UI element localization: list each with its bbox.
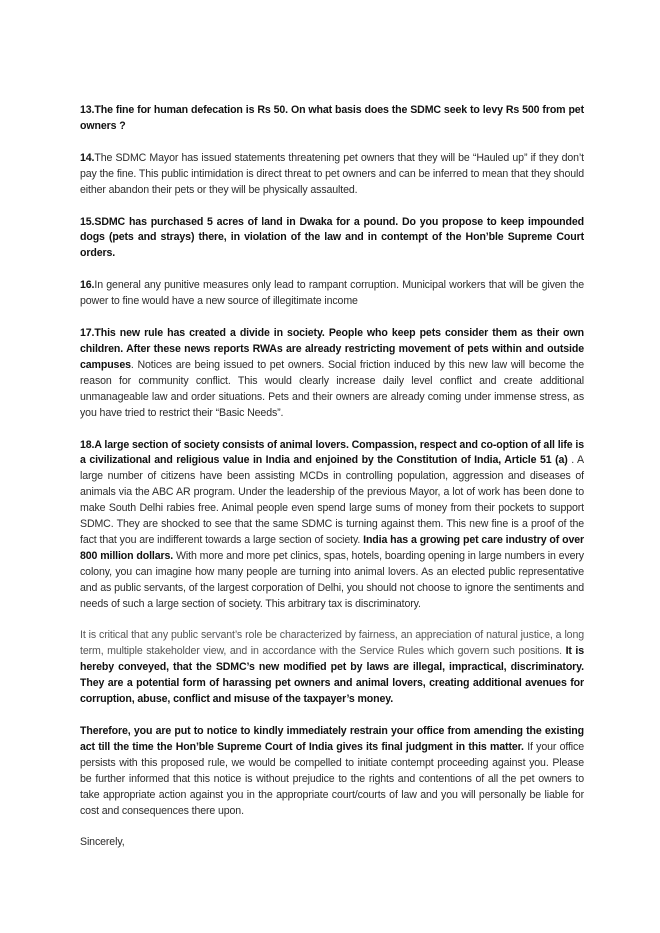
critical-text: It is critical that any public servant’s role be characterized by fairness, an appreciation of natural justice, a long term, multiple stakeholder view, and in accordance with the Service Rules which govern such positions. bbox=[80, 629, 584, 658]
critical-paragraph bbox=[80, 628, 584, 708]
point-16 bbox=[80, 278, 584, 310]
point-number: 15. bbox=[80, 215, 95, 228]
point-bold-text: This new rule has created a divide in society. People who keep pets consider them as their own children. After these news reports RWAs are already restricting movement of pets within and outside campuses bbox=[80, 327, 584, 371]
point-bold-highlight: India has a growing pet care industry of over 800 million dollars. bbox=[80, 533, 584, 562]
point-17 bbox=[80, 326, 584, 421]
critical-bold-text: It is hereby conveyed, that the SDMC’s new modified pet by laws are illegal, impractical, discriminatory. They are a potential form of harassing pet owners and animal lovers, creating additional avenues for corruption, abuse, conflict and misuse of the taxpayer’s money. bbox=[80, 645, 584, 706]
letter-page bbox=[80, 103, 584, 867]
notice-text: If your office persists with this proposed rule, we would be compelled to initiate contempt proceeding against you. Please be further informed that this notice is without prejudice to the rights and contentions of all the pet owners to take appropriate action against you in the appropriate court/courts of law and you will personally be liable for cost and consequences there upon. bbox=[80, 740, 584, 817]
point-13 bbox=[80, 103, 584, 135]
point-bold-text: SDMC has purchased 5 acres of land in Dwaka for a pound. Do you propose to keep impounded dogs (pets and strays) there, in violation of the law and in contempt of the Hon’ble Supreme Court orders. bbox=[80, 215, 584, 260]
point-number: 16. bbox=[80, 279, 95, 292]
point-14 bbox=[80, 151, 584, 199]
point-number: 14. bbox=[80, 151, 95, 164]
closing-salutation: Sincerely, bbox=[80, 836, 125, 849]
notice-paragraph bbox=[80, 724, 584, 819]
point-15 bbox=[80, 215, 584, 263]
notice-bold-text: Therefore, you are put to notice to kindly immediately restrain your office from amending the existing act till the time the Hon’ble Supreme Court of India gives its final judgment in this matter. bbox=[80, 725, 584, 753]
point-text-continued: With more and more pet clinics, spas, hotels, boarding opening in large numbers in every colony, you can imagine how many people are turning into animal lovers. As an elected public representative and as public servants, of the largest corporation of Delhi, you should not choose to ignore the sentiments and needs of such a large section of society. This arbitrary tax is discriminatory. bbox=[80, 549, 584, 610]
point-bold-text: The fine for human defecation is Rs 50. On what basis does the SDMC seek to levy Rs 500 from pet owners ? bbox=[80, 104, 584, 132]
point-text: In general any punitive measures only lead to rampant corruption. Municipal workers that will be given the power to fine would have a new source of illegitimate income bbox=[80, 279, 584, 308]
point-text: The SDMC Mayor has issued statements threatening pet owners that they will be “Hauled up” if they don’t pay the fine. This public intimidation is direct threat to pet owners and can be inferred to mean that they should either abandon their pets or they will be physically assaulted. bbox=[80, 151, 584, 196]
point-text: . Notices are being issued to pet owners. Social friction induced by this new law will become the reason for community conflict. This would clearly increase daily level conflict and create additional unmanageable law and order situations. Pets and their owners are already coming under immense stress, as you have tried to restrict their “Basic Needs”. bbox=[80, 358, 584, 419]
point-number: 17. bbox=[80, 327, 95, 340]
point-text: . A large number of citizens have been assisting MCDs in controlling population, aggression and diseases of animals via the ABC AR program. Under the leadership of the previous Mayor, a lot of work has been done to make South Delhi rabies free. Animal people even spend large sums of money from their pockets to support SDMC. They are shocked to see that the same SDMC is turning against them. This new fine is a proof of the fact that you are indifferent towards a large section of society. bbox=[80, 454, 584, 546]
point-bold-intro: A large section of society consists of animal lovers. Compassion, respect and co-option of all life is a civilizational and religious value in India and enjoined by the Constitution of India, Article 51 (a) bbox=[80, 438, 584, 467]
point-number: 18. bbox=[80, 438, 95, 451]
point-number: 13. bbox=[80, 104, 95, 116]
point-18 bbox=[80, 438, 584, 613]
